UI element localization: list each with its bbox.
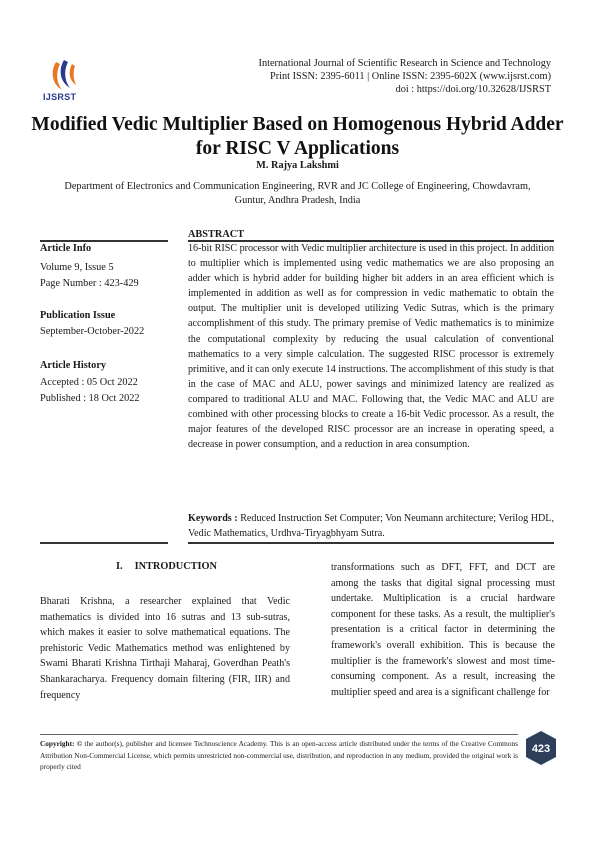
keywords-label: Keywords : [188,513,238,524]
intro-column-right: transformations such as DFT, FFT, and DCT are among the tasks that digital signal processing must undertake. Multiplication is a crucial hardware component for these tasks. As a result, the multiplier's presentation is a critical factor in determining the framework's overall exhibition. This is because the multiplier is the framework's slowest and most time-consuming component. As a result, increasing the multiplier speed and area is a significant challenge for [331,562,555,698]
journal-doi: doi : https://doi.org/10.32628/IJSRST [395,84,551,95]
keywords-text: Reduced Instruction Set Computer; Von Neumann architecture; Verilog HDL, Vedic Mathematics, Urdhva-Tiryagbhyam Sutra. [188,513,554,540]
publication-issue: September-October-2022 [40,326,145,337]
page-number-badge [524,730,558,766]
accepted-date: Accepted : 05 Oct 2022 [40,377,138,388]
journal-name: International Journal of Scientific Research in Science and Technology [258,58,551,69]
paper-title [30,113,565,161]
page-number: 423 [531,743,551,755]
copyright-footer [40,738,518,773]
section-heading [116,561,217,572]
intro-column-left: Bharati Krishna, a researcher explained that Vedic mathematics is divided into 16 sutras and 13 sub-sutras, which makes it easier to solve mathematical equations. The prehistoric Vedic Mathematics method was enlightened by Swami Bharati Krishna Tirthaji Maharaj, Goverdhan Peath's Shankaracharya. Frequency domain filtering (FIR, IIR) and frequency [40,596,290,701]
copyright-text: the author(s), publisher and licensee Technoscience Academy. This is an open-access article distributed under the terms of the Creative Commons Attribution Non-Commercial License, which permits unrestricted non-commercial use, distribution, and reproduction in any medium, provided the original work is properly cited [40,739,518,771]
section-title: INTRODUCTION [134,561,217,572]
paper-affiliation [30,180,565,208]
paper-title-line2: for RISC V Applications [195,138,400,159]
journal-logo-icon [48,58,82,94]
article-history-heading: Article History [40,360,107,371]
paper-author: M. Rajya Lakshmi [256,160,339,171]
abstract-bottom-rule [188,542,554,544]
sidebar-bottom-rule [40,542,168,544]
footer-rule [40,734,518,735]
article-info-heading: Article Info [40,243,92,254]
keywords [188,511,554,541]
published-date: Published : 18 Oct 2022 [40,393,140,404]
article-volume: Volume 9, Issue 5 [40,262,114,273]
journal-logo-text: IJSRST [43,92,77,102]
section-number: I. [116,561,123,572]
journal-issn: Print ISSN: 2395-6011 | Online ISSN: 2395-602X (www.ijsrst.com) [269,71,551,82]
affiliation-line1: Department of Electronics and Communication Engineering, RVR and JC College of Engineering, Chowdavram, [64,181,531,192]
abstract-text: 16-bit RISC processor with Vedic multiplier architecture is used in this project. In addition to multiplier which is implemented using vedic mathematics we are also proposing an adder which is hybrid adder for building higher bit adders in an area efficient which is implemented in addition as well as for compression in vedic mathematic to obtain the output. The multiplier unit is developed utilizing Vedic Sutras, which is the primary accomplishment of this study. The primary premise of Vedic mathematics is to minimize the computational complexity by reducing the usual calculation of conventional mathematics to a very simple calculation. The suggested RISC processor is extremely primitive, and it can only execute 14 instructions. The accomplishment of this study is that in the case of MAC and ALU, power savings and minimized latency are realized as compared to traditional ALU and MAC. Following that, the Vedic MAC and ALU are combined with other processing blocks to create a 16-bit Vedic processor. As a result, the major features of the developed RISC processor are an increase in operating speed, a decrease in power consumption, and a reduction in area consumption. [188,243,554,451]
abstract-heading: ABSTRACT [188,229,245,240]
article-pages: Page Number : 423-429 [40,278,139,289]
paper-title-line1: Modified Vedic Multiplier Based on Homogenous Hybrid Adder [31,114,564,135]
copyright-label: Copyright: © [40,739,83,748]
affiliation-line2: Guntur, Andhra Pradesh, India [234,195,361,206]
sidebar-top-rule [40,240,168,242]
publication-issue-heading: Publication Issue [40,310,116,321]
